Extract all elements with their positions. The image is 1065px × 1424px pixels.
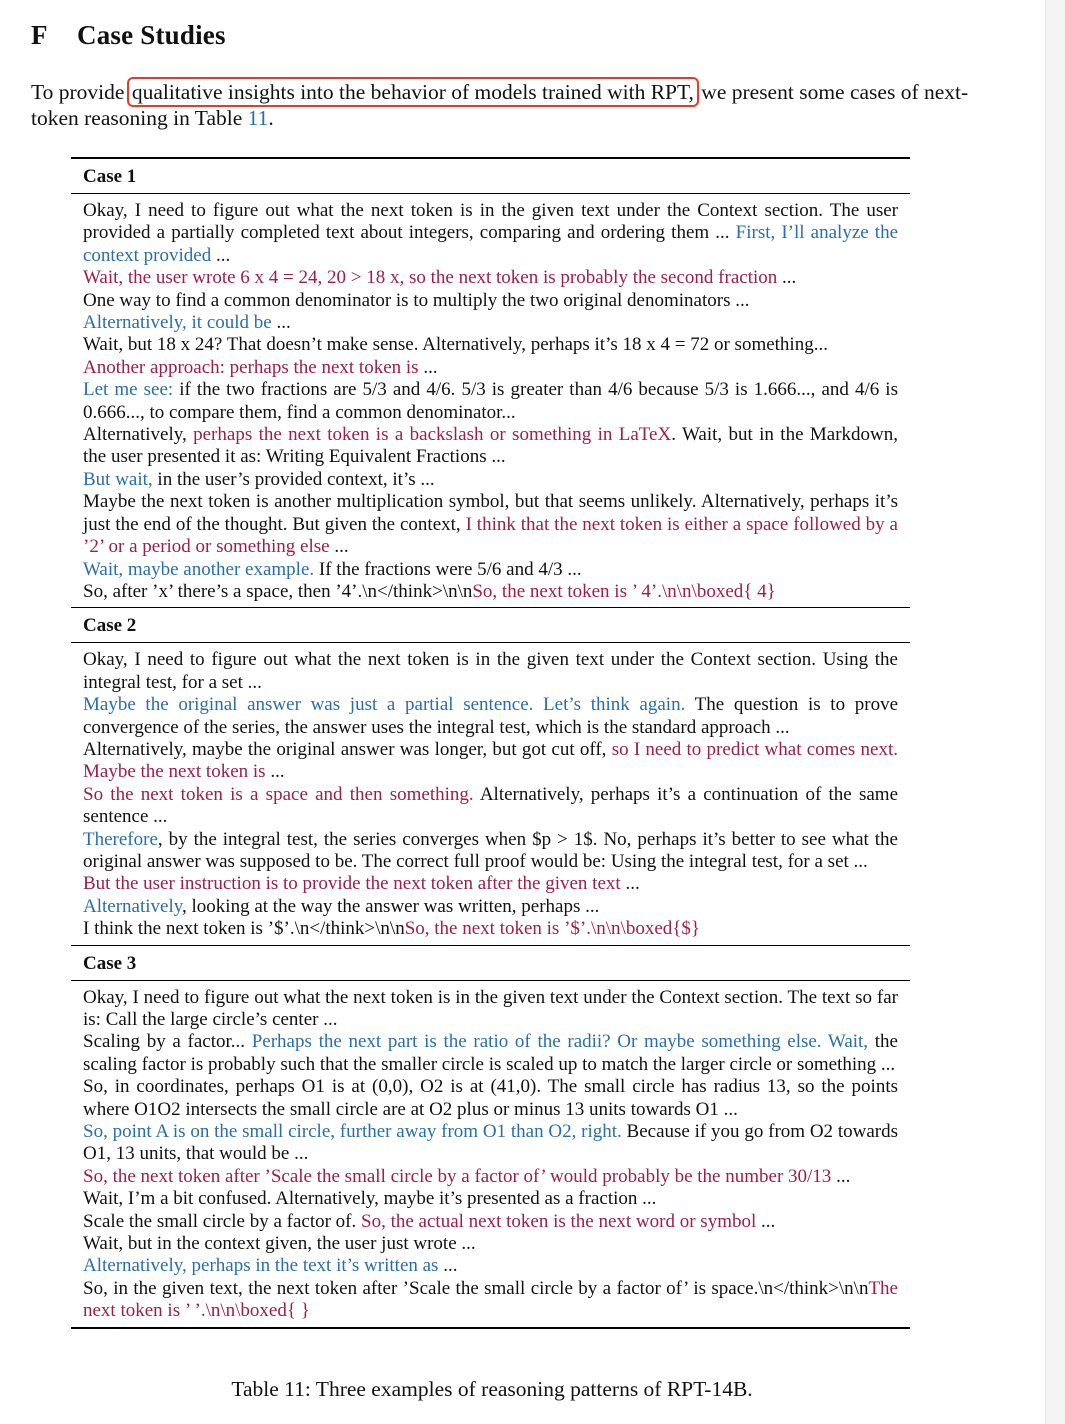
blue-highlight-text: Perhaps the next part is the ratio of the radii? Or maybe something else. Wait, <box>251 1031 869 1053</box>
plain-text: , by the integral test, the series converges when $p > 1$. No, perhaps it’s better to see what the original answer was supposed to be. The correct full proof would be: Using the integral test, for a set ... <box>83 828 898 872</box>
plain-text: ... <box>271 312 291 334</box>
reasoning-line <box>83 1233 898 1255</box>
plain-text: Okay, I need to figure out what the next token is in the given text under the Context section. Using the integral test, for a set ... <box>83 649 898 693</box>
plain-text: in the user’s provided context, it’s ... <box>152 468 435 490</box>
scrollbar-track[interactable] <box>1045 0 1065 1424</box>
plain-text: If the fractions were 5/6 and 4/3 ... <box>314 558 582 580</box>
reasoning-line <box>83 1278 898 1323</box>
plain-text: Because if you go from O2 towards O1, 13 units, that would be ... <box>83 1121 898 1165</box>
reasoning-line <box>83 357 898 379</box>
blue-highlight-text: Therefore <box>83 828 158 850</box>
intro-text-after: we present some cases of next-token reasoning in Table <box>31 80 969 130</box>
section-title: Case Studies <box>77 20 226 50</box>
reasoning-line <box>83 1211 898 1233</box>
case-title: Case 2 <box>83 615 137 637</box>
reasoning-line <box>83 918 898 940</box>
reasoning-line <box>83 379 898 424</box>
blue-highlight-text: Alternatively, perhaps in the text it’s written as <box>83 1255 439 1277</box>
red-highlight-text: The next token is ’ ’.\n\n\boxed{ } <box>83 1277 898 1322</box>
reasoning-line <box>83 200 898 267</box>
blue-highlight-text: Wait, maybe another example. <box>83 558 315 580</box>
plain-text: . Wait, but in the Markdown, the user presented it as: Writing Equivalent Fractions ... <box>83 424 898 468</box>
reasoning-line <box>83 334 898 356</box>
reasoning-line <box>83 424 898 469</box>
plain-text: ... <box>329 536 349 558</box>
red-highlight-text: Another approach: perhaps the next token is <box>83 356 419 378</box>
red-highlight-text: But the user instruction is to provide the next token after the given text <box>83 873 621 895</box>
plain-text: Wait, I’m a bit confused. Alternatively, maybe it’s presented as a fraction ... <box>83 1188 657 1210</box>
plain-text: the scaling factor is probably such that the smaller circle is scaled up to match the larger circle or something ... <box>83 1031 898 1075</box>
plain-text: Okay, I need to figure out what the next token is in the given text under the Context section. The text so far is: Call the large circle’s center ... <box>83 986 898 1030</box>
blue-highlight-text: Maybe the original answer was just a partial sentence. Let’s think again. <box>83 694 686 716</box>
case-title: Case 3 <box>83 952 137 974</box>
reasoning-line <box>83 1188 898 1210</box>
red-highlight-text: perhaps the next token is a backslash or something in LaTeX <box>193 424 672 446</box>
plain-text: Wait, but 18 x 24? That doesn’t make sense. Alternatively, perhaps it’s 18 x 4 = 72 or something... <box>83 334 828 356</box>
plain-text: Scale the small circle by a factor of. <box>83 1210 362 1232</box>
case-body <box>71 643 910 944</box>
plain-text: ... <box>265 761 285 783</box>
reasoning-line <box>83 469 898 491</box>
plain-text: , looking at the way the answer was written, perhaps ... <box>182 895 600 917</box>
plain-text: ... <box>620 873 640 895</box>
plain-text: Alternatively, <box>83 424 194 446</box>
plain-text: Wait, but in the context given, the user just wrote ... <box>83 1233 476 1255</box>
red-highlight-text: I think that the next token is either a space followed by a ’2’ or a period or something else <box>83 513 898 558</box>
reasoning-line <box>83 649 898 694</box>
highlighted-phrase: qualitative insights into the behavior of models trained with RPT, <box>131 80 694 104</box>
blue-highlight-text: First, I’ll analyze the context provided <box>83 222 899 266</box>
table-bottom-rule <box>71 1327 910 1329</box>
section-heading <box>31 20 226 51</box>
reasoning-line <box>83 312 898 334</box>
plain-text: Alternatively, maybe the original answer was longer, but got cut off, <box>83 738 612 760</box>
reasoning-line <box>83 559 898 581</box>
reasoning-line <box>83 1076 898 1121</box>
red-highlight-text: So, the next token is ’ 4’.\n\n\boxed{ 4} <box>472 580 776 602</box>
table-caption: Table 11: Three examples of reasoning patterns of RPT-14B. <box>231 1377 753 1401</box>
plain-text: ... <box>418 356 438 378</box>
red-highlight-text: so I need to predict what comes next. Maybe the next token is <box>83 738 898 783</box>
reasoning-line <box>83 491 898 558</box>
case-body <box>71 194 910 607</box>
blue-highlight-text: So, point A is on the small circle, further away from O1 than O2, right. <box>83 1121 622 1143</box>
reasoning-line <box>83 873 898 895</box>
red-highlight-text: Wait, the user wrote 6 x 4 = 24, 20 > 18 x, so the next token is probably the second fraction <box>83 267 778 289</box>
plain-text: So, in the given text, the next token after ’Scale the small circle by a factor of’ is space.\n</think>\n\n <box>83 1277 869 1299</box>
case-title: Case 1 <box>83 166 137 187</box>
case-studies-table <box>71 157 910 1329</box>
plain-text: Maybe the next token is another multiplication symbol, but that seems unlikely. Alternatively, perhaps it’s just the end of the thought. But given the context, <box>83 491 898 535</box>
section-number: F <box>31 20 48 50</box>
plain-text: I think the next token is ’$’.\n</think>\n\n <box>83 918 405 940</box>
intro-text-before: To provide <box>31 80 130 104</box>
plain-text: One way to find a common denominator is to multiply the two original denominators ... <box>83 289 750 311</box>
case-body <box>71 981 910 1327</box>
blue-highlight-text: Alternatively <box>83 895 183 917</box>
reasoning-line <box>83 1031 898 1076</box>
reasoning-line <box>83 581 898 603</box>
plain-text: The question is to prove convergence of the series, the answer uses the integral test, which is the standard approach ... <box>83 694 898 738</box>
red-highlight-text: So the next token is a space and then something. <box>83 783 474 805</box>
table-reference-link[interactable]: 11 <box>247 106 269 130</box>
reasoning-line <box>83 694 898 739</box>
blue-highlight-text: But wait, <box>83 468 153 490</box>
plain-text: ... <box>777 267 797 289</box>
intro-text-end: . <box>268 106 274 130</box>
blue-highlight-text: Let me see: <box>83 379 174 401</box>
red-highlight-text: So, the next token after ’Scale the small circle by a factor of’ would probably be the number 30/13 <box>83 1165 832 1187</box>
reasoning-line <box>83 1255 898 1277</box>
plain-text: ... <box>756 1210 776 1232</box>
reasoning-line <box>83 784 898 829</box>
plain-text: if the two fractions are 5/3 and 4/6. 5/3 is greater than 4/6 because 5/3 is 1.666..., and 4/6 is 0.666..., to compare them, find a common denominator... <box>83 379 898 423</box>
reasoning-line <box>83 290 898 312</box>
reasoning-line <box>83 987 898 1032</box>
red-highlight-text: So, the actual next token is the next word or symbol <box>361 1210 757 1232</box>
reasoning-line <box>83 1121 898 1166</box>
reasoning-line <box>83 267 898 289</box>
plain-text: ... <box>211 244 231 266</box>
plain-text: ... <box>831 1165 851 1187</box>
plain-text: So, after ’x’ there’s a space, then ’4’.\n</think>\n\n <box>83 580 473 602</box>
plain-text: So, in coordinates, perhaps O1 is at (0,0), O2 is at (41,0). The small circle has radius 13, so the points where O1O2 intersects the small circle are at O2 plus or minus 13 units towards O1 ... <box>83 1076 898 1120</box>
reasoning-line <box>83 896 898 918</box>
plain-text: ... <box>438 1255 458 1277</box>
intro-paragraph <box>31 79 991 131</box>
reasoning-line <box>83 829 898 874</box>
plain-text: Scaling by a factor... <box>83 1031 252 1053</box>
plain-text: Alternatively, perhaps it’s a continuation of the same sentence ... <box>83 783 898 828</box>
reasoning-line <box>83 739 898 784</box>
plain-text: Okay, I need to figure out what the next token is in the given text under the Context section. The user provided a partially completed text about integers, comparing and ordering them ... <box>83 200 898 244</box>
reasoning-line <box>83 1166 898 1188</box>
blue-highlight-text: Alternatively, it could be <box>83 312 272 334</box>
red-highlight-text: So, the next token is ’$’.\n\n\boxed{$} <box>404 918 700 940</box>
